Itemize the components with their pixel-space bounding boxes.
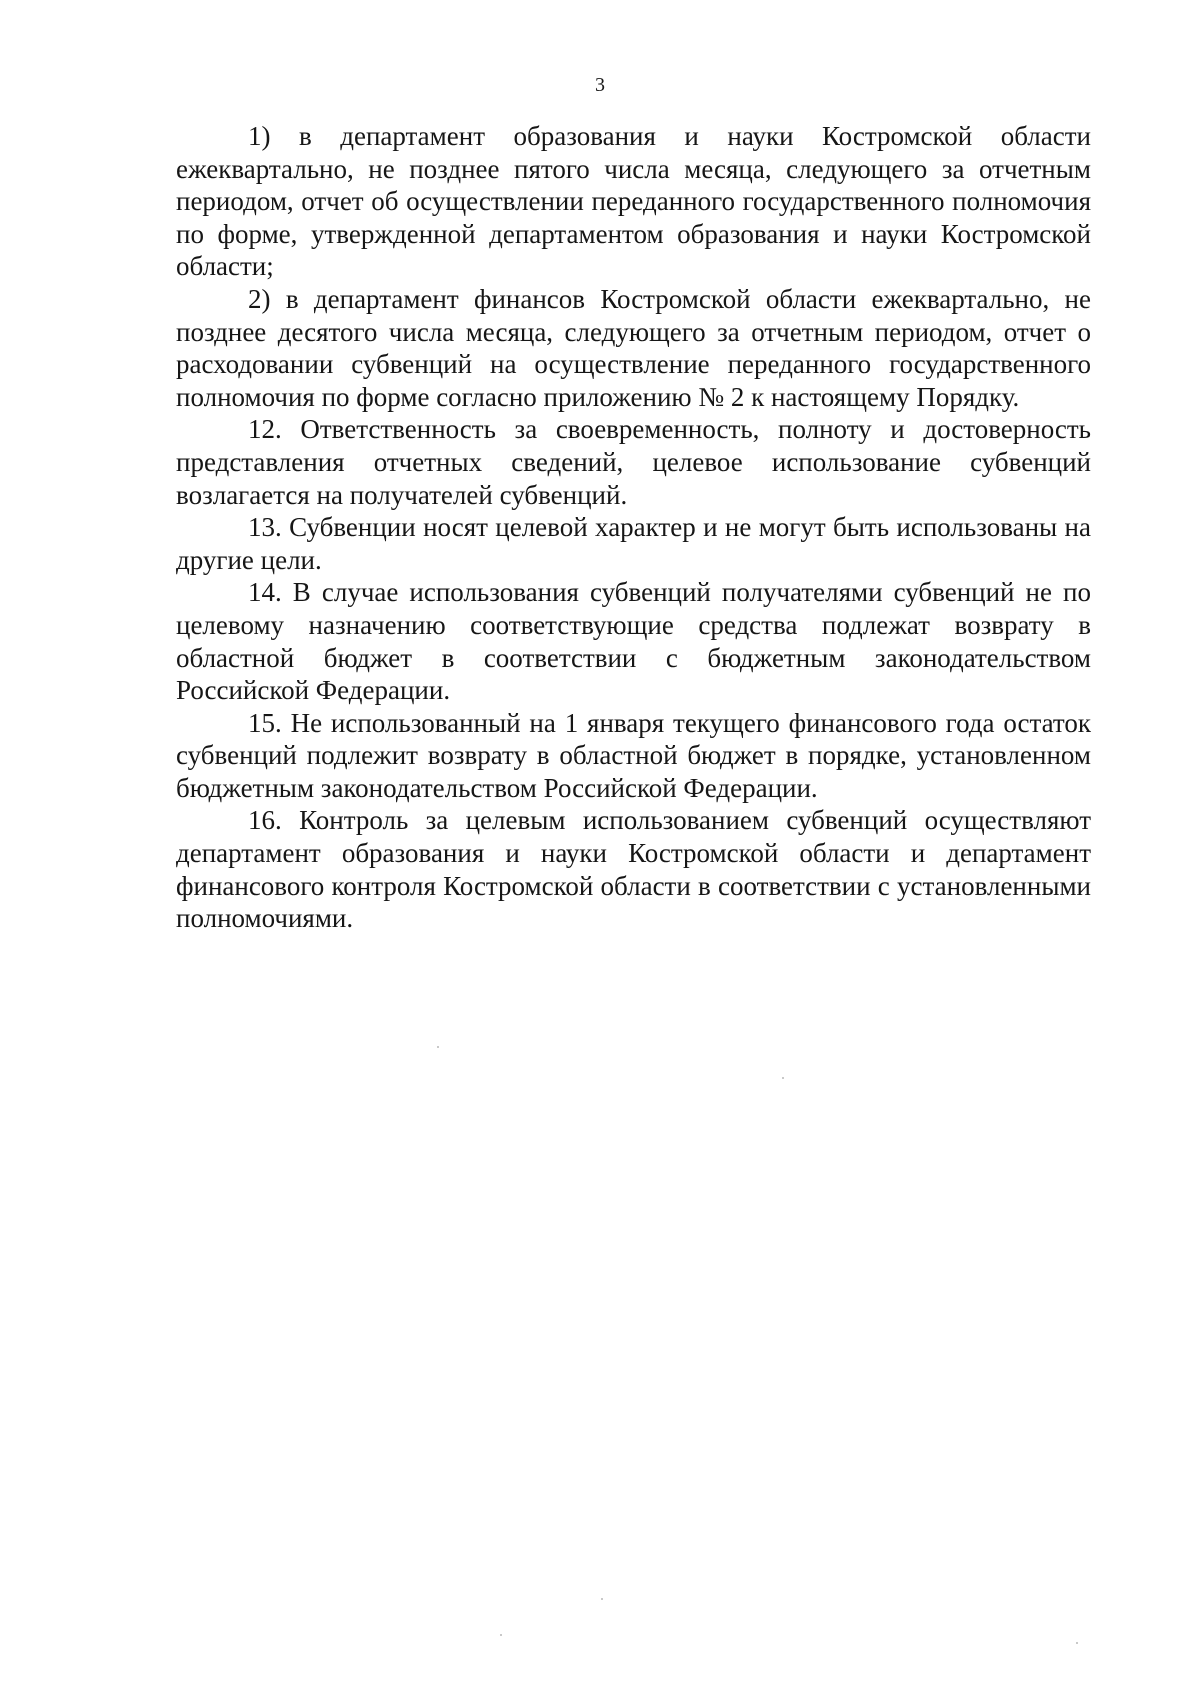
paragraph-15-unused-balance: 15. Не использованный на 1 января текущего финансового года остаток субвенций подлежит возврату в областной бюджет в порядке, установленном бюджетным законодательством Российской Федерации. [176,707,1091,803]
paragraph-16-control: 16. Контроль за целевым использованием субвенций осуществляют департамент образования и науки Костромской области и департамент финансового контроля Костромской области в соответствии с установленными полномочиями. [176,805,1091,934]
scan-speck [601,1598,603,1600]
paragraph-item-2-reporting-finance: 2) в департамент финансов Костромской области ежеквартально, не позднее десятого числа месяца, следующего за отчетным периодом, отчет о расходовании субвенций на осуществление переданного государственного полномочия по форме согласно приложению № 2 к настоящему Порядку. [176,283,1091,412]
page-number: 3 [595,74,605,96]
scan-speck [782,1077,784,1079]
paragraph-14-misuse-return: 14. В случае использования субвенций получателями субвенций не по целевому назначению соответствующие средства подлежат возврату в областной бюджет в соответствии с бюджетным законодательством Российской Федерации. [176,577,1091,706]
scan-speck [500,1634,502,1636]
paragraph-item-1-reporting-education: 1) в департамент образования и науки Костромской области ежеквартально, не позднее пятого числа месяца, следующего за отчетным периодом, отчет об осуществлении переданного государственного полномочия по форме, утвержденной департаментом образования и науки Костромской области; [176,121,1091,282]
document-body [176,120,1091,935]
scan-speck [1076,1642,1078,1644]
paragraph-12-responsibility: 12. Ответственность за своевременность, полноту и достоверность представления отчетных сведений, целевое использование субвенций возлагается на получателей субвенций. [176,414,1091,510]
scan-speck [437,1046,439,1048]
paragraph-13-targeted-use: 13. Субвенции носят целевой характер и не могут быть использованы на другие цели. [176,512,1091,575]
